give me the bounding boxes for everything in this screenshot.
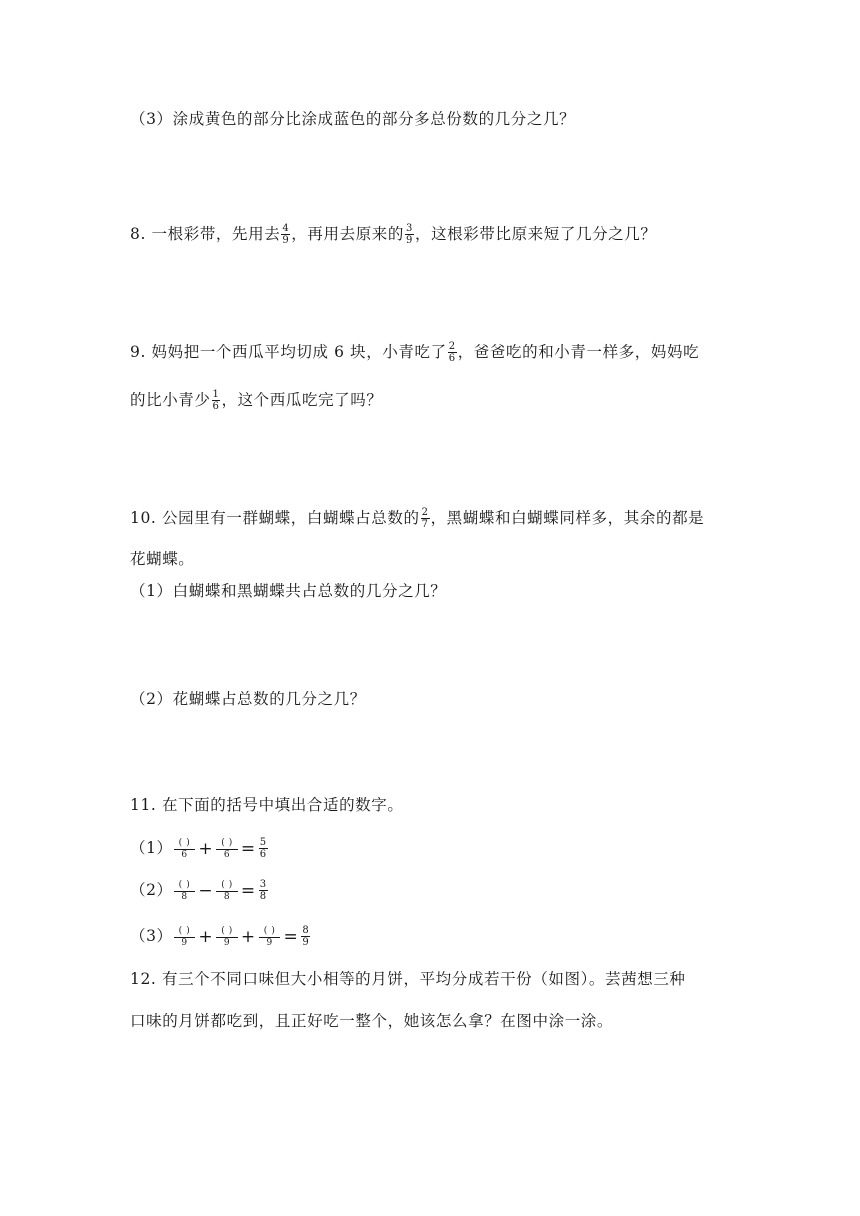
- minus-sign: −: [198, 880, 214, 901]
- fraction: $\frac{5}{6}$: [259, 837, 267, 860]
- fraction: $\frac{3}{9}$: [406, 223, 413, 246]
- fraction: $\frac{3}{8}$: [259, 879, 267, 902]
- fraction: $\frac{1}{6}$: [212, 389, 220, 412]
- blank-fraction: $\frac{( )}{9}$: [174, 927, 196, 948]
- fraction: $\frac{4}{9}$: [282, 223, 290, 246]
- problem-9-text-3: 的比小青少: [130, 391, 211, 409]
- question-label: （2）: [130, 881, 173, 899]
- fraction: $\frac{2}{7}$: [421, 507, 429, 530]
- blank-fraction: $\frac{( )}{6}$: [216, 839, 238, 860]
- blank-fraction: $\frac{( )}{6}$: [174, 839, 196, 860]
- problem-9-line-2: [130, 390, 383, 412]
- problem-10-text-2: ，黑蝴蝶和白蝴蝶同样多，其余的都是: [430, 509, 705, 527]
- problem-10-line-1: [130, 508, 704, 530]
- problem-8-text-3: ，这根彩带比原来短了几分之几？: [414, 225, 657, 243]
- problem-11-q1: [130, 838, 269, 860]
- blank-fraction: $\frac{( )}{9}$: [216, 927, 238, 948]
- problem-10-q1: （1）白蝴蝶和黑蝴蝶共占总数的几分之几？: [130, 582, 447, 600]
- question-label: （3）: [130, 927, 173, 945]
- blank-fraction: $\frac{( )}{8}$: [174, 881, 196, 902]
- problem-8-text-2: ，再用去原来的: [291, 225, 404, 243]
- problem-10-text-1: 10. 公园里有一群蝴蝶，白蝴蝶占总数的: [130, 509, 420, 527]
- problem-8: [130, 224, 656, 246]
- blank-fraction: $\frac{( )}{9}$: [259, 927, 281, 948]
- problem-9-text-2: ，爸爸吃的和小青一样多，妈妈吃: [457, 343, 700, 361]
- equals-sign: =: [240, 880, 256, 901]
- problem-12-line-2: 口味的月饼都吃到，且正好吃一整个，她该怎么拿？在图中涂一涂。: [130, 1012, 614, 1030]
- plus-sign: +: [198, 838, 214, 859]
- problem-10-line-2: 花蝴蝶。: [130, 550, 195, 568]
- problem-9-text-4: ，这个西瓜吃完了吗？: [221, 391, 383, 409]
- problem-8-text-1: 8. 一根彩带，先用去: [130, 225, 281, 243]
- problem-9-text-1: 9. 妈妈把一个西瓜平均切成 6 块，小青吃了: [130, 343, 447, 361]
- fraction: $\frac{2}{6}$: [448, 341, 456, 364]
- fraction: $\frac{8}{9}$: [302, 925, 310, 948]
- problem-10-q2: （2）花蝴蝶占总数的几分之几？: [130, 690, 366, 708]
- problem-12-line-1: 12. 有三个不同口味但大小相等的月饼，平均分成若干份（如图）。芸茜想三种: [130, 970, 686, 988]
- equals-sign: =: [240, 838, 256, 859]
- problem-11-q2: [130, 880, 269, 902]
- problem-11-title: 11. 在下面的括号中填出合适的数字。: [130, 796, 404, 814]
- problem-7-q3: （3）涂成黄色的部分比涂成蓝色的部分多总份数的几分之几？: [130, 110, 576, 128]
- question-label: （1）: [130, 839, 173, 857]
- equals-sign: =: [283, 926, 299, 947]
- plus-sign: +: [198, 926, 214, 947]
- problem-11-q3: [130, 926, 311, 948]
- problem-9-line-1: [130, 342, 699, 364]
- plus-sign: +: [240, 926, 256, 947]
- blank-fraction: $\frac{( )}{8}$: [216, 881, 238, 902]
